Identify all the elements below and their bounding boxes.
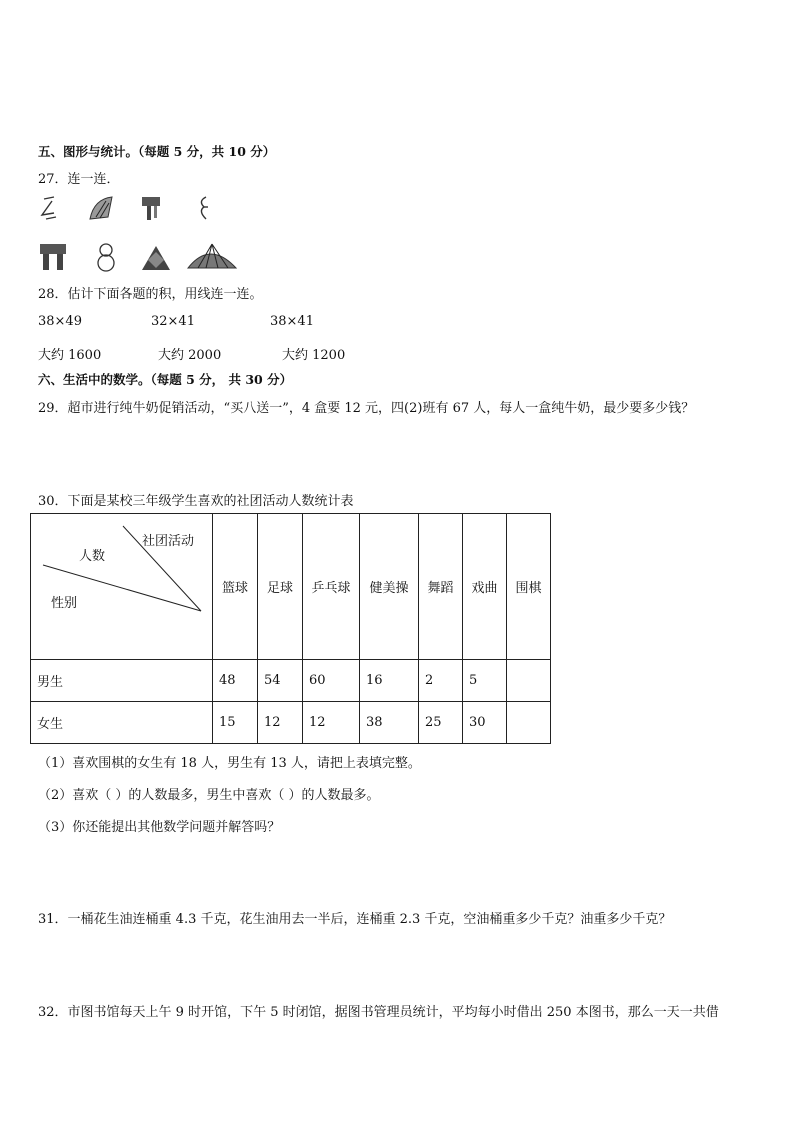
snowman-figure xyxy=(98,244,114,271)
column-header-table-tennis: 乒乓球 xyxy=(303,514,360,660)
table-cell-empty xyxy=(507,660,551,702)
question-32: 32．市图书馆每天上午 9 时开馆，下午 5 时闭馆，据图书管理员统计，平均每小时借出 250 本图书，那么一天一共借 xyxy=(38,1005,719,1020)
column-header-opera: 戏曲 xyxy=(463,514,507,660)
question-29: 29．超市进行纯牛奶促销活动，“买八送一”，4 盒要 12 元，四(2)班有 67 人，每人一盒纯牛奶，最少要多少钱？ xyxy=(38,401,695,416)
table-cell: 38 xyxy=(360,702,419,744)
table-cell: 16 xyxy=(360,660,419,702)
question-27: 27．连一连． xyxy=(38,172,120,187)
snowman-fragment-figure xyxy=(201,197,208,219)
club-statistics-table xyxy=(30,513,551,744)
header-activity-label: 社团活动 xyxy=(142,534,195,549)
table-cell: 30 xyxy=(463,702,507,744)
question-31: 31．一桶花生油连桶重 4.3 千克，花生油用去一半后，连桶重 2.3 千克，空油桶重多少千克？油重多少千克？ xyxy=(38,912,672,927)
table-cell-empty xyxy=(507,702,551,744)
column-header-football: 足球 xyxy=(258,514,303,660)
table-cell: 25 xyxy=(419,702,463,744)
table-cell: 5 xyxy=(463,660,507,702)
table-cell: 54 xyxy=(258,660,303,702)
question-30-part-3: （3）你还能提出其他数学问题并解答吗？ xyxy=(38,820,281,835)
column-header-aerobics: 健美操 xyxy=(360,514,419,660)
diagonal-header-cell xyxy=(31,514,213,660)
section-6-title: 六、生活中的数学。（每题 5 分， 共 30 分） xyxy=(38,372,293,387)
header-people-label: 人数 xyxy=(79,549,106,564)
column-header-dance: 舞蹈 xyxy=(419,514,463,660)
tangram-figure xyxy=(142,246,170,270)
stool-figure xyxy=(40,244,66,270)
section-5-title: 五、图形与统计。（每题 5 分，共 10 分） xyxy=(38,144,276,159)
row-label-boys: 男生 xyxy=(31,660,213,702)
table-row xyxy=(31,702,551,744)
question-30-part-2: （2）喜欢（ ）的人数最多，男生中喜欢（ ）的人数最多。 xyxy=(38,788,380,803)
column-header-basketball: 篮球 xyxy=(213,514,258,660)
table-cell: 48 xyxy=(213,660,258,702)
z-fragment-figure xyxy=(42,197,56,219)
estimate-3: 大约 1200 xyxy=(282,348,346,363)
row-label-girls: 女生 xyxy=(31,702,213,744)
table-cell: 12 xyxy=(303,702,360,744)
table-header-row xyxy=(31,514,551,660)
estimate-1: 大约 1600 xyxy=(38,348,102,363)
question-28: 28．估计下面各题的积，用线连一连。 xyxy=(38,287,263,302)
table-cell: 15 xyxy=(213,702,258,744)
question-30-part-1: （1）喜欢围棋的女生有 18 人，男生有 13 人，请把上表填完整。 xyxy=(38,756,421,771)
complete-shapes-row xyxy=(38,238,243,274)
partial-shapes-row xyxy=(36,193,216,229)
table-cell: 2 xyxy=(419,660,463,702)
estimate-2: 大约 2000 xyxy=(158,348,222,363)
table-cell: 60 xyxy=(303,660,360,702)
umbrella-figure xyxy=(188,244,236,268)
stool-fragment-figure xyxy=(142,197,160,220)
table-cell: 12 xyxy=(258,702,303,744)
expression-1: 38×49 xyxy=(38,314,82,329)
umbrella-fragment-figure xyxy=(90,197,112,219)
table-row xyxy=(31,660,551,702)
question-30: 30．下面是某校三年级学生喜欢的社团活动人数统计表 xyxy=(38,494,354,509)
expression-3: 38×41 xyxy=(270,314,314,329)
expression-2: 32×41 xyxy=(151,314,195,329)
header-gender-label: 性别 xyxy=(51,596,78,611)
column-header-go: 围棋 xyxy=(507,514,551,660)
